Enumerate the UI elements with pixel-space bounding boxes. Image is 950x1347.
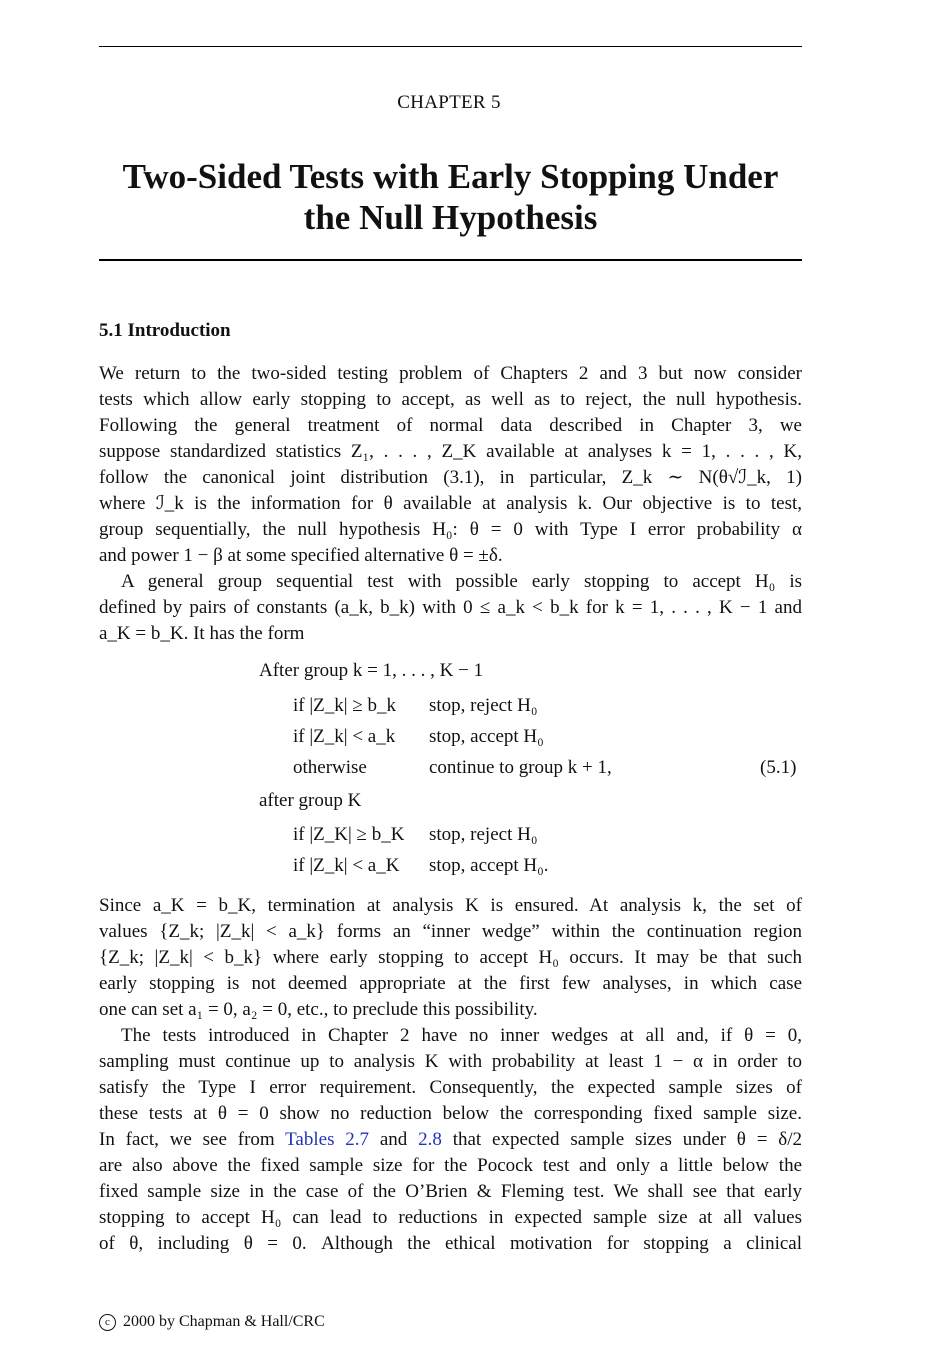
rule-condition: if |Z_k| < a_K: [293, 855, 400, 876]
title-rule: [99, 259, 802, 261]
rule-header-interim: After group k = 1, . . . , K − 1: [259, 660, 484, 681]
text-line: A general group sequential test with possible early stopping to accept H₀ is: [121, 571, 802, 592]
table-2-7-link[interactable]: Tables 2.7: [285, 1129, 370, 1150]
rule-action: stop, accept H₀: [429, 726, 544, 747]
section-heading: 5.1 Introduction: [99, 320, 231, 341]
rule-action: continue to group k + 1,: [429, 757, 612, 778]
text-line: one can set a₁ = 0, a₂ = 0, etc., to preclude this possibility.: [99, 999, 538, 1020]
text-run: In fact, we see from: [99, 1129, 286, 1150]
rule-condition: if |Z_K| ≥ b_K: [293, 824, 405, 845]
text-line: group sequentially, the null hypothesis H₀: θ = 0 with Type I error probability α: [99, 519, 802, 540]
text-line: sampling must continue up to analysis K with probability at least 1 − α in order to: [99, 1051, 802, 1072]
chapter-label: CHAPTER 5: [397, 92, 501, 113]
text-line: defined by pairs of constants (a_k, b_k) with 0 ≤ a_k < b_k for k = 1, . . . , K − 1 and: [99, 597, 802, 618]
text-line: satisfy the Type I error requirement. Consequently, the expected sample sizes of: [99, 1077, 802, 1098]
copyright-footer: [99, 1313, 325, 1331]
copyright-text: 2000 by Chapman & Hall/CRC: [123, 1313, 325, 1330]
text-line: where ℐ_k is the information for θ available at analysis k. Our objective is to test,: [99, 493, 802, 514]
text-line: and power 1 − β at some specified alternative θ = ±δ.: [99, 545, 503, 566]
text-line: follow the canonical joint distribution (3.1), in particular, Z_k ∼ N(θ√ℐ_k, 1): [99, 467, 802, 488]
paragraph-intro: [99, 361, 802, 569]
text-line: [99, 1127, 802, 1153]
text-line: The tests introduced in Chapter 2 have no inner wedges at all and, if θ = 0,: [121, 1025, 802, 1046]
chapter-title-line-2: the Null Hypothesis: [303, 198, 598, 237]
rule-action: stop, reject H₀: [429, 695, 538, 716]
table-2-8-link[interactable]: 2.8: [418, 1129, 442, 1150]
text-run: and: [369, 1129, 419, 1150]
text-line: tests which allow early stopping to accept, as well as to reject, the null hypothesis.: [99, 389, 802, 410]
rule-header-final: after group K: [259, 790, 362, 811]
text-line: are also above the fixed sample size for the Pocock test and only a little below the: [99, 1155, 802, 1176]
paragraph-general-test: [99, 569, 802, 647]
text-line: these tests at θ = 0 show no reduction below the corresponding fixed sample size.: [99, 1103, 802, 1124]
text-line: suppose standardized statistics Z₁, . . . , Z_K available at analyses k = 1, . . . , K,: [99, 441, 802, 462]
text-line: of θ, including θ = 0. Although the ethical motivation for stopping a clinical: [99, 1233, 802, 1254]
chapter-title: [99, 156, 802, 238]
rule-action: stop, accept H₀.: [429, 855, 549, 876]
text-line: {Z_k; |Z_k| < b_k} where early stopping to accept H₀ occurs. It may be that such: [99, 947, 802, 968]
text-line: Following the general treatment of normal data described in Chapter 3, we: [99, 415, 802, 436]
text-line: values {Z_k; |Z_k| < a_k} forms an “inner wedge” within the continuation region: [99, 921, 802, 942]
text-line: Since a_K = b_K, termination at analysis K is ensured. At analysis k, the set of: [99, 895, 802, 916]
rule-action: stop, reject H₀: [429, 824, 538, 845]
copyright-icon: c: [99, 1314, 116, 1331]
text-line: We return to the two-sided testing problem of Chapters 2 and 3 but now consider: [99, 363, 802, 384]
text-line: early stopping is not deemed appropriate at the first few analyses, in which case: [99, 973, 802, 994]
rule-condition: otherwise: [293, 757, 367, 778]
paragraph-inner-wedge: [99, 893, 802, 1023]
chapter-title-line-1: Two-Sided Tests with Early Stopping Under: [122, 157, 779, 196]
paragraph-chapter2-tests: [99, 1023, 802, 1257]
text-run: that expected sample sizes under θ = δ/2: [441, 1129, 802, 1150]
top-rule: [99, 46, 802, 47]
text-line: fixed sample size in the case of the O’Brien & Fleming test. We shall see that early: [99, 1181, 802, 1202]
text-line: a_K = b_K. It has the form: [99, 623, 305, 644]
text-line: stopping to accept H₀ can lead to reductions in expected sample size at all values: [99, 1207, 802, 1228]
rule-condition: if |Z_k| < a_k: [293, 726, 396, 747]
equation-number: (5.1): [760, 757, 797, 778]
rule-condition: if |Z_k| ≥ b_k: [293, 695, 396, 716]
